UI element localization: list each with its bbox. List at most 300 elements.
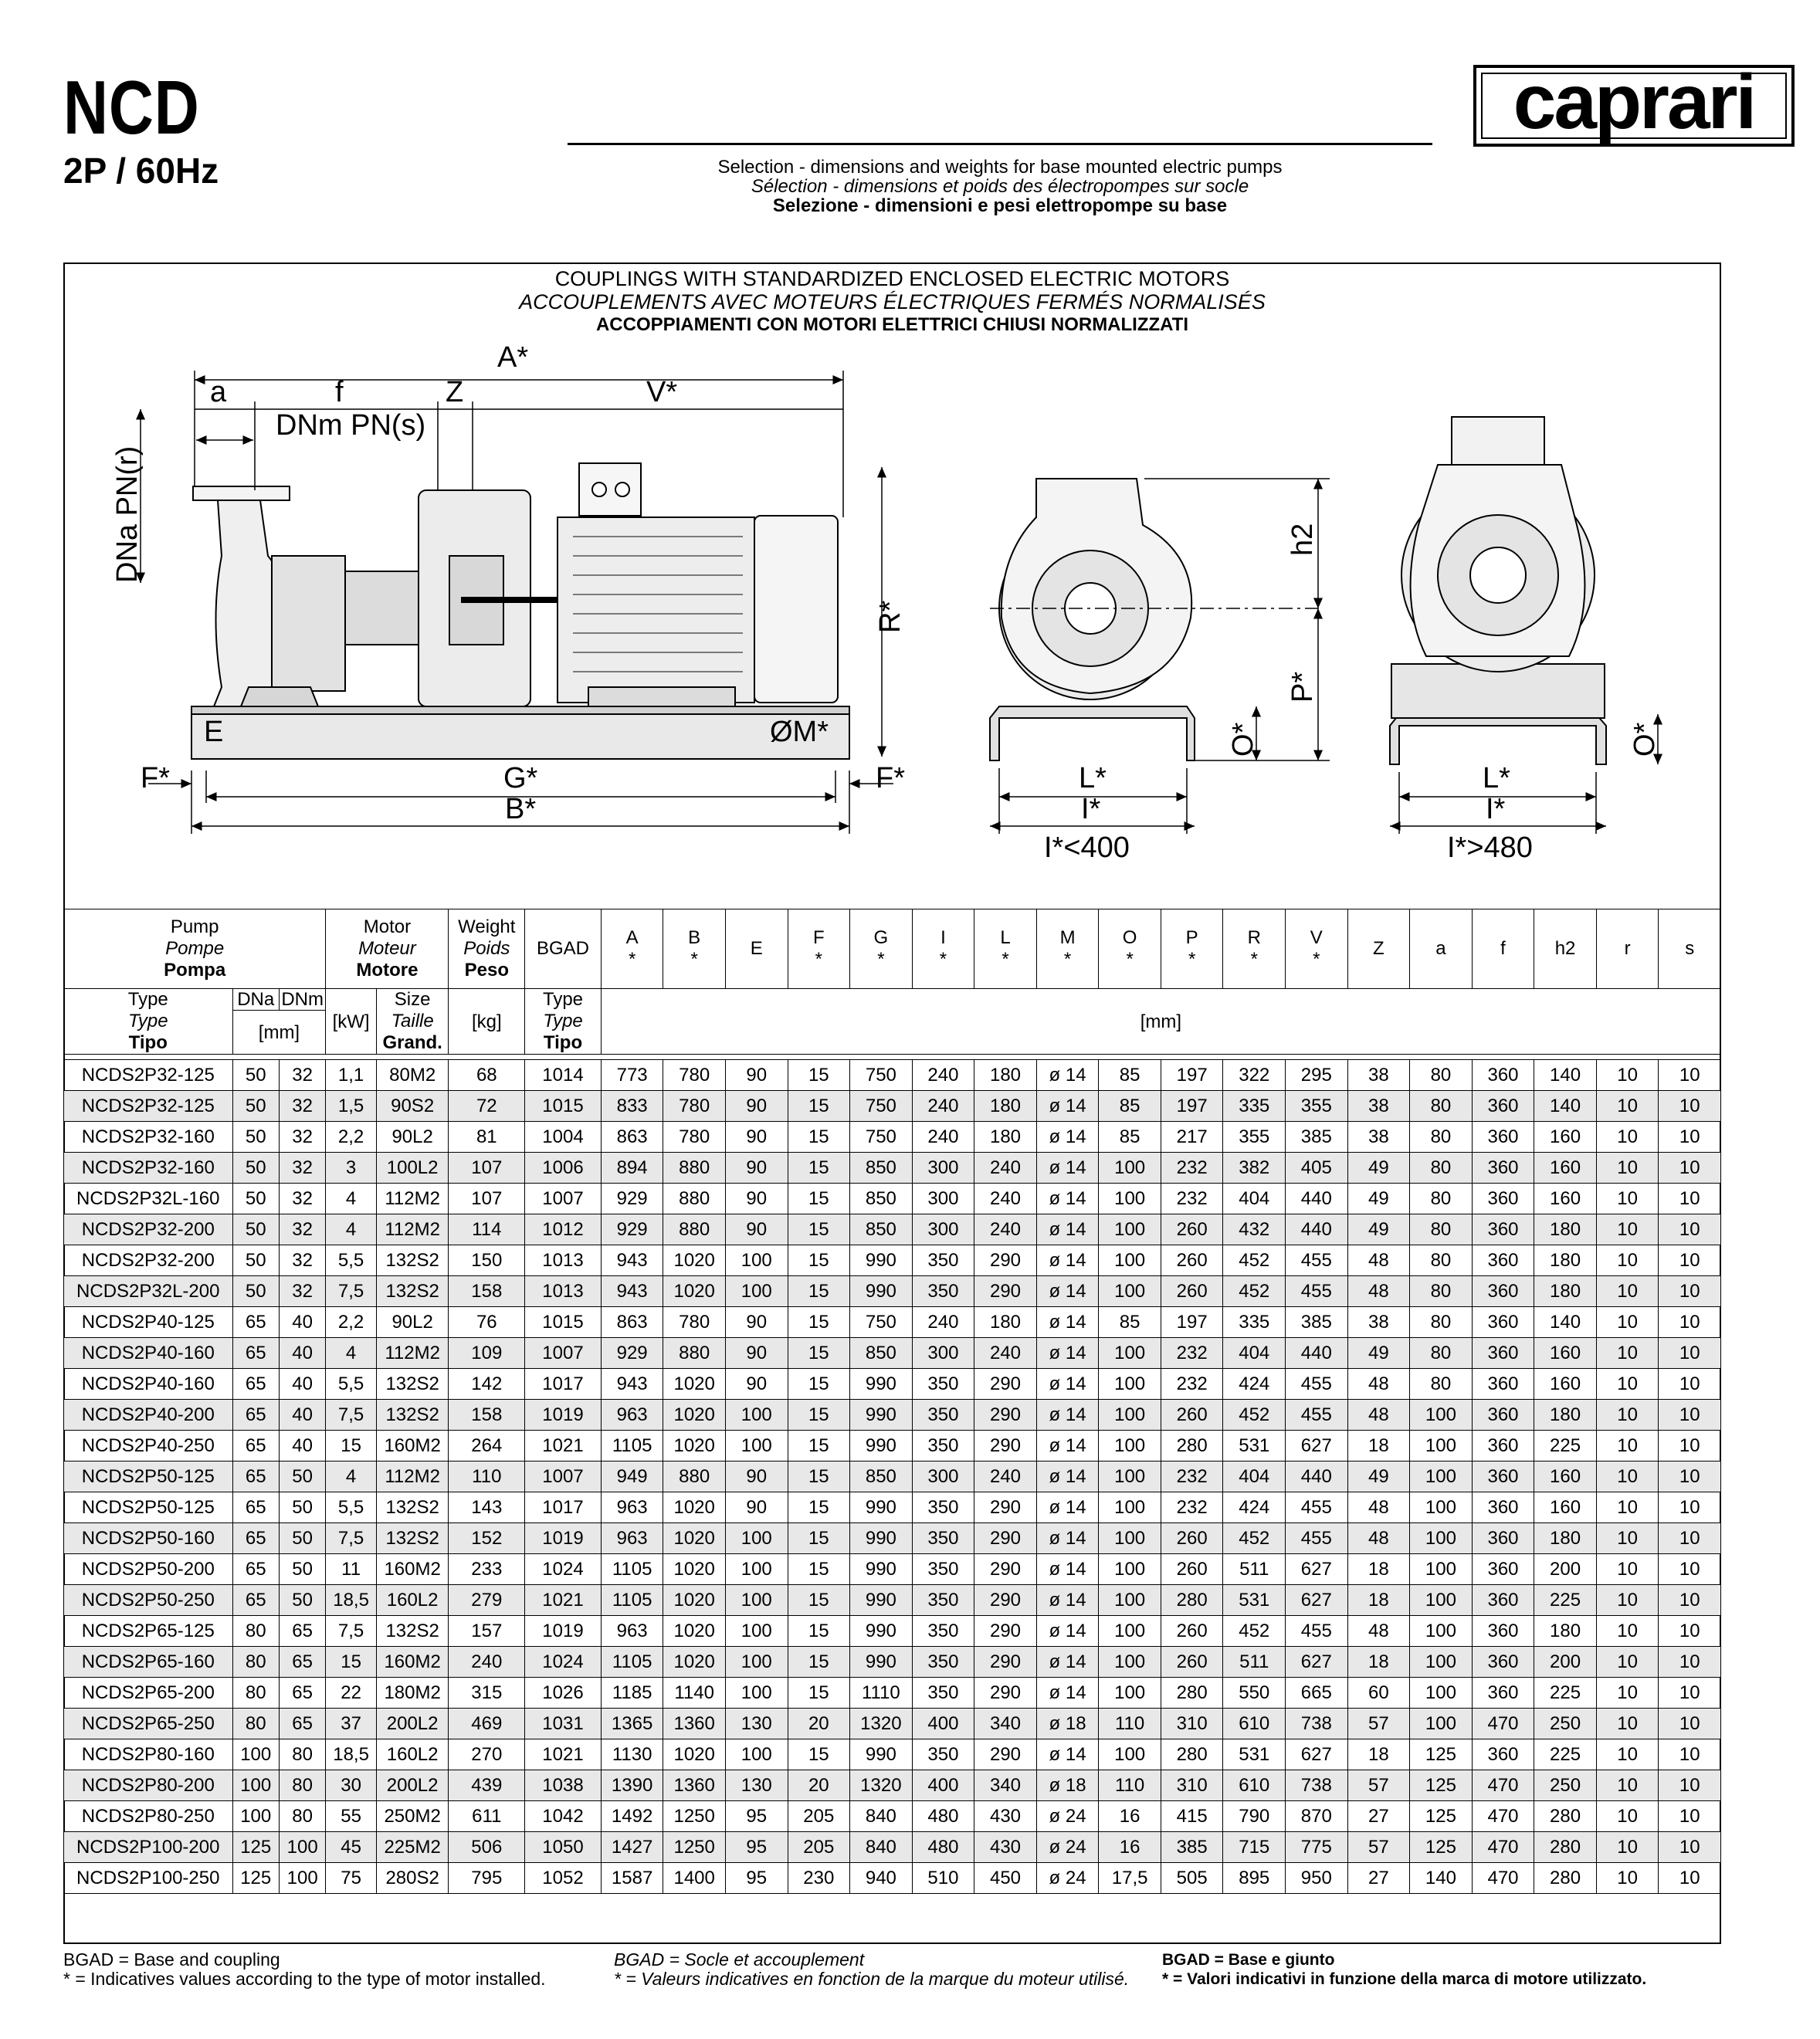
table-cell: 65 [279,1616,325,1647]
table-cell: ø 18 [1036,1709,1099,1739]
table-cell: 132S2 [376,1400,449,1431]
table-cell: 200L2 [376,1770,449,1801]
dim-col-star: * [877,949,885,970]
table-cell: NCDS2P32-160 [64,1122,233,1153]
table-cell: 60 [1347,1678,1410,1709]
table-cell: 340 [974,1709,1037,1739]
table-cell: 10 [1596,1492,1659,1523]
table-cell: 140 [1534,1060,1597,1091]
table-cell: 57 [1347,1709,1410,1739]
header-weight [449,909,525,989]
table-cell: 1587 [601,1863,663,1894]
table-header-groups [64,909,1721,989]
table-cell: 100 [1410,1431,1473,1462]
table-cell: 65 [232,1523,279,1554]
table-cell: 140 [1534,1091,1597,1122]
table-cell: 430 [974,1832,1037,1863]
table-cell: 132S2 [376,1523,449,1554]
table-cell: 355 [1286,1091,1348,1122]
table-cell: 290 [974,1245,1037,1276]
table-cell: 4 [326,1462,376,1492]
table-cell: 80 [232,1616,279,1647]
table-cell: 18 [1347,1431,1410,1462]
dim-col-star: * [1063,949,1072,970]
header-pump [64,909,326,989]
table-cell: 350 [912,1523,974,1554]
table-cell: 240 [912,1091,974,1122]
table-cell: NCDS2P32-125 [64,1060,233,1091]
table-cell: 10 [1659,1554,1721,1585]
table-cell: 260 [1161,1616,1223,1647]
table-cell: 350 [912,1369,974,1400]
table-cell: 75 [326,1863,376,1894]
table-cell: 10 [1659,1678,1721,1709]
couplings-en: COUPLINGS WITH STANDARDIZED ENCLOSED ELECTRIC MOTORS [554,267,1230,290]
table-cell: 132S2 [376,1492,449,1523]
table-cell: 240 [912,1307,974,1338]
table-cell: 49 [1347,1338,1410,1369]
table-cell: 100 [725,1245,788,1276]
table-cell: 1320 [850,1770,913,1801]
table-cell: 100 [1410,1678,1473,1709]
table-cell: 10 [1659,1400,1721,1431]
table-row [64,1091,1721,1122]
table-cell: 140 [1410,1863,1473,1894]
table-cell: 158 [449,1276,525,1307]
dim-col-label: G [873,927,889,948]
table-cell: 100 [1410,1462,1473,1492]
table-cell: 350 [912,1245,974,1276]
table-cell: 10 [1659,1245,1721,1276]
table-cell: 350 [912,1431,974,1462]
table-row [64,1770,1721,1801]
table-cell: 290 [974,1554,1037,1585]
table-cell: 180M2 [376,1678,449,1709]
table-cell: 480 [912,1801,974,1832]
table-cell: 773 [601,1060,663,1091]
table-cell: 100 [1099,1492,1161,1523]
dim-header [1161,909,1223,989]
table-cell: 880 [663,1462,726,1492]
table-cell: 1020 [663,1585,726,1616]
table-cell: 310 [1161,1770,1223,1801]
table-cell: 100 [1099,1153,1161,1184]
table-cell: 10 [1659,1709,1721,1739]
table-cell: 80 [232,1709,279,1739]
table-cell: 1015 [525,1091,602,1122]
table-cell: 250 [1534,1709,1597,1739]
table-cell: 432 [1223,1214,1286,1245]
table-row [64,1307,1721,1338]
table-row [64,1616,1721,1647]
footer-fr [614,1950,1129,1989]
table-cell: 100 [1099,1678,1161,1709]
table-cell: ø 14 [1036,1585,1099,1616]
table-cell: 65 [232,1585,279,1616]
front2-top [1452,417,1544,465]
table-cell: 16 [1099,1801,1161,1832]
dim-label-l2: L* [1483,762,1510,794]
table-cell: 943 [601,1276,663,1307]
table-cell: 65 [232,1369,279,1400]
dim-label-m: ØM* [770,716,829,748]
table-cell: 360 [1472,1338,1534,1369]
table-cell: 404 [1223,1338,1286,1369]
table-cell: 15 [788,1616,850,1647]
table-cell: 360 [1472,1616,1534,1647]
table-cell: 360 [1472,1462,1534,1492]
dim-col-label: A [625,927,639,948]
table-cell: 15 [788,1431,850,1462]
table-cell: 290 [974,1523,1037,1554]
table-cell: 360 [1472,1739,1534,1770]
table-cell: 15 [788,1523,850,1554]
table-cell: ø 14 [1036,1554,1099,1585]
motor-terminal-box [579,463,641,516]
motor-it: Motore [356,960,419,981]
table-cell: 963 [601,1492,663,1523]
table-cell: ø 24 [1036,1832,1099,1863]
table-cell: 10 [1659,1338,1721,1369]
table-cell: 550 [1223,1678,1286,1709]
table-cell: 160 [1534,1492,1597,1523]
table-cell: 32 [279,1153,325,1184]
table-cell: 85 [1099,1060,1161,1091]
table-cell: 10 [1596,1678,1659,1709]
table-cell: 50 [279,1523,325,1554]
table-cell: ø 14 [1036,1122,1099,1153]
table-cell: 100 [1099,1616,1161,1647]
table-cell: 10 [1659,1184,1721,1214]
table-cell: 894 [601,1153,663,1184]
table-cell: 180 [1534,1523,1597,1554]
table-cell: 1,5 [326,1091,376,1122]
table-cell: 990 [850,1585,913,1616]
table-cell: 415 [1161,1801,1223,1832]
pump-bracket [272,556,345,691]
dim-header [1286,909,1348,989]
table-cell: 738 [1286,1709,1348,1739]
table-cell: 10 [1659,1739,1721,1770]
table-cell: 65 [232,1307,279,1338]
table-header-sub [64,989,1721,1011]
table-cell: 3 [326,1153,376,1184]
table-cell: 132S2 [376,1276,449,1307]
motor-foot [588,687,735,706]
table-cell: 300 [912,1214,974,1245]
dim-col-label: Z [1373,938,1384,959]
table-cell: 350 [912,1585,974,1616]
table-cell: 295 [1286,1060,1348,1091]
table-cell: 990 [850,1616,913,1647]
table-cell: 1052 [525,1863,602,1894]
table-cell: 112M2 [376,1462,449,1492]
table-cell: 80 [279,1770,325,1801]
dim-col-star: * [815,949,822,970]
table-cell: 57 [1347,1832,1410,1863]
table-cell: 160 [1534,1153,1597,1184]
table-cell: 180 [1534,1214,1597,1245]
header-motor [326,909,449,989]
pump-drawing [63,324,1721,888]
table-cell: 160L2 [376,1739,449,1770]
selection-caption [568,157,1432,215]
pump-en: Pump [170,916,219,937]
table-cell: 990 [850,1245,913,1276]
table-cell: 929 [601,1184,663,1214]
table-cell: 1012 [525,1214,602,1245]
table-cell: 100 [725,1554,788,1585]
table-cell: 10 [1659,1153,1721,1184]
table-cell: 264 [449,1431,525,1462]
table-cell: 943 [601,1369,663,1400]
table-cell: 50 [279,1554,325,1585]
dim-col-star: * [1188,949,1196,970]
table-cell: 280 [1534,1801,1597,1832]
table-cell: 360 [1472,1585,1534,1616]
btype-en: Type [542,989,584,1010]
table-cell: 1004 [525,1122,602,1153]
table-cell: 20 [788,1709,850,1739]
table-cell: 18,5 [326,1739,376,1770]
table-cell: 895 [1223,1863,1286,1894]
dim-label-a-star: A* [497,341,529,374]
table-cell: 1020 [663,1647,726,1678]
table-cell: 125 [1410,1739,1473,1770]
table-cell: 107 [449,1184,525,1214]
table-cell: 990 [850,1369,913,1400]
front1-feet [990,706,1195,760]
table-cell: 197 [1161,1307,1223,1338]
dim-col-label: s [1685,938,1695,959]
table-cell: 90 [725,1091,788,1122]
table-cell: 1024 [525,1647,602,1678]
table-cell: 10 [1596,1832,1659,1863]
table-cell: 1031 [525,1709,602,1739]
table-cell: 531 [1223,1739,1286,1770]
table-cell: 290 [974,1431,1037,1462]
table-cell: 10 [1596,1462,1659,1492]
table-cell: 10 [1659,1431,1721,1462]
table-cell: 17,5 [1099,1863,1161,1894]
table-cell: 750 [850,1307,913,1338]
table-cell: 350 [912,1554,974,1585]
table-cell: 160 [1534,1369,1597,1400]
table-cell: 929 [601,1338,663,1369]
table-cell: 125 [1410,1832,1473,1863]
table-cell: 100 [1099,1369,1161,1400]
table-cell: 250 [1534,1770,1597,1801]
table-cell: 90 [725,1184,788,1214]
dim-label-r: R* [874,600,907,633]
table-cell: 10 [1596,1739,1659,1770]
table-cell: 1020 [663,1245,726,1276]
table-cell: 300 [912,1184,974,1214]
table-cell: 280 [1534,1832,1597,1863]
dim-col-star: * [628,949,636,970]
table-cell: 50 [232,1122,279,1153]
table-cell: 610 [1223,1709,1286,1739]
table-cell: ø 14 [1036,1431,1099,1462]
table-cell: 506 [449,1832,525,1863]
table-cell: 15 [788,1060,850,1091]
motor-fr: Moteur [358,938,416,959]
header-separator [64,1055,1721,1060]
table-cell: 950 [1286,1863,1348,1894]
table-row [64,1678,1721,1709]
table-cell: 1019 [525,1616,602,1647]
table-cell: 665 [1286,1678,1348,1709]
table-cell: NCDS2P50-250 [64,1585,233,1616]
table-cell: 1050 [525,1832,602,1863]
subheader-type [64,989,233,1055]
dim-header [725,909,788,989]
table-cell: NCDS2P32-200 [64,1245,233,1276]
table-cell: 1105 [601,1647,663,1678]
table-cell: 627 [1286,1647,1348,1678]
table-cell: 440 [1286,1214,1348,1245]
table-cell: ø 14 [1036,1647,1099,1678]
table-cell: 350 [912,1400,974,1431]
table-cell: 38 [1347,1060,1410,1091]
dim-header [1036,909,1099,989]
table-cell: NCDS2P32-125 [64,1091,233,1122]
subheader-size [376,989,449,1055]
table-cell: 100 [1099,1184,1161,1214]
table-cell: 100 [1410,1585,1473,1616]
footer-it-2: * = Valori indicativi in funzione della marca di motore utilizzato. [1162,1970,1647,1988]
dim-col-label: R [1247,927,1261,948]
table-cell: 32 [279,1184,325,1214]
table-cell: 49 [1347,1214,1410,1245]
table-cell: 50 [232,1184,279,1214]
table-cell: 1007 [525,1462,602,1492]
table-cell: 1185 [601,1678,663,1709]
table-cell: 15 [788,1554,850,1585]
table-cell: 90 [725,1060,788,1091]
table-cell: 100 [1410,1400,1473,1431]
table-cell: 50 [232,1091,279,1122]
table-body [64,1060,1721,1894]
table-cell: 290 [974,1585,1037,1616]
table-cell: 40 [279,1431,325,1462]
table-cell: 100 [725,1523,788,1554]
table-cell: 80 [1410,1338,1473,1369]
table-cell: 125 [232,1863,279,1894]
table-cell: 440 [1286,1338,1348,1369]
dim-header [663,909,726,989]
table-cell: 205 [788,1832,850,1863]
size-fr: Taille [391,1011,434,1031]
table-cell: 780 [663,1060,726,1091]
couplings-it: ACCOPPIAMENTI CON MOTORI ELETTRICI CHIUSI NORMALIZZATI [595,314,1189,335]
dim-header [912,909,974,989]
table-cell: 335 [1223,1091,1286,1122]
table-cell: 15 [326,1647,376,1678]
table-cell: 80 [1410,1307,1473,1338]
table-cell: 470 [1472,1709,1534,1739]
front2-dims [1390,714,1658,834]
table-cell: 10 [1659,1214,1721,1245]
table-cell: 880 [663,1214,726,1245]
table-cell: 360 [1472,1091,1534,1122]
table-row [64,1554,1721,1585]
table-cell: 1105 [601,1585,663,1616]
table-cell: 15 [788,1647,850,1678]
table-cell: 290 [974,1492,1037,1523]
table-cell: 10 [1596,1431,1659,1462]
size-it: Grand. [382,1032,442,1053]
table-cell: 90 [725,1153,788,1184]
table-cell: 150 [449,1245,525,1276]
table-cell: 100 [1410,1616,1473,1647]
btype-it: Tipo [543,1032,583,1053]
table-cell: ø 14 [1036,1060,1099,1091]
dim-col-label: V [1310,927,1323,948]
dim-label-b: B* [505,793,537,825]
table-cell: 1038 [525,1770,602,1801]
table-cell: NCDS2P65-160 [64,1647,233,1678]
table-cell: 38 [1347,1091,1410,1122]
dim-header [601,909,663,989]
table-cell: 350 [912,1678,974,1709]
header-rule [568,143,1432,145]
table-cell: 452 [1223,1616,1286,1647]
table-cell: 240 [974,1462,1037,1492]
table-cell: NCDS2P100-200 [64,1832,233,1863]
table-cell: 37 [326,1709,376,1739]
table-cell: 100 [279,1863,325,1894]
table-cell: 5,5 [326,1245,376,1276]
footer-en-1: BGAD = Base and coupling [63,1949,280,1970]
table-cell: 240 [974,1184,1037,1214]
table-cell: 1020 [663,1431,726,1462]
table-cell: 40 [279,1338,325,1369]
table-cell: 1427 [601,1832,663,1863]
table-cell: 280 [1161,1431,1223,1462]
table-cell: 15 [788,1214,850,1245]
table-cell: 180 [974,1091,1037,1122]
table-row [64,1060,1721,1091]
table-cell: 65 [232,1462,279,1492]
table-cell: 72 [449,1091,525,1122]
table-row [64,1492,1721,1523]
table-row [64,1462,1721,1492]
table-cell: 863 [601,1307,663,1338]
table-row [64,1801,1721,1832]
table-cell: ø 14 [1036,1091,1099,1122]
table-cell: 95 [725,1863,788,1894]
table-cell: 48 [1347,1276,1410,1307]
table-cell: 50 [232,1153,279,1184]
table-cell: 1140 [663,1678,726,1709]
table-cell: 1020 [663,1400,726,1431]
table-cell: 143 [449,1492,525,1523]
table-cell: ø 14 [1036,1400,1099,1431]
table-cell: 200 [1534,1554,1597,1585]
footer-it-1: BGAD = Base e giunto [1162,1951,1335,1969]
subheader-dna: DNa [232,989,279,1011]
table-cell: 1013 [525,1245,602,1276]
table-cell: 455 [1286,1523,1348,1554]
motor-body [558,517,754,703]
table-cell: 18 [1347,1739,1410,1770]
table-cell: 15 [788,1678,850,1709]
table-cell: 90 [725,1369,788,1400]
table-cell: 10 [1659,1616,1721,1647]
table-cell: 290 [974,1400,1037,1431]
table-cell: 100 [1099,1739,1161,1770]
